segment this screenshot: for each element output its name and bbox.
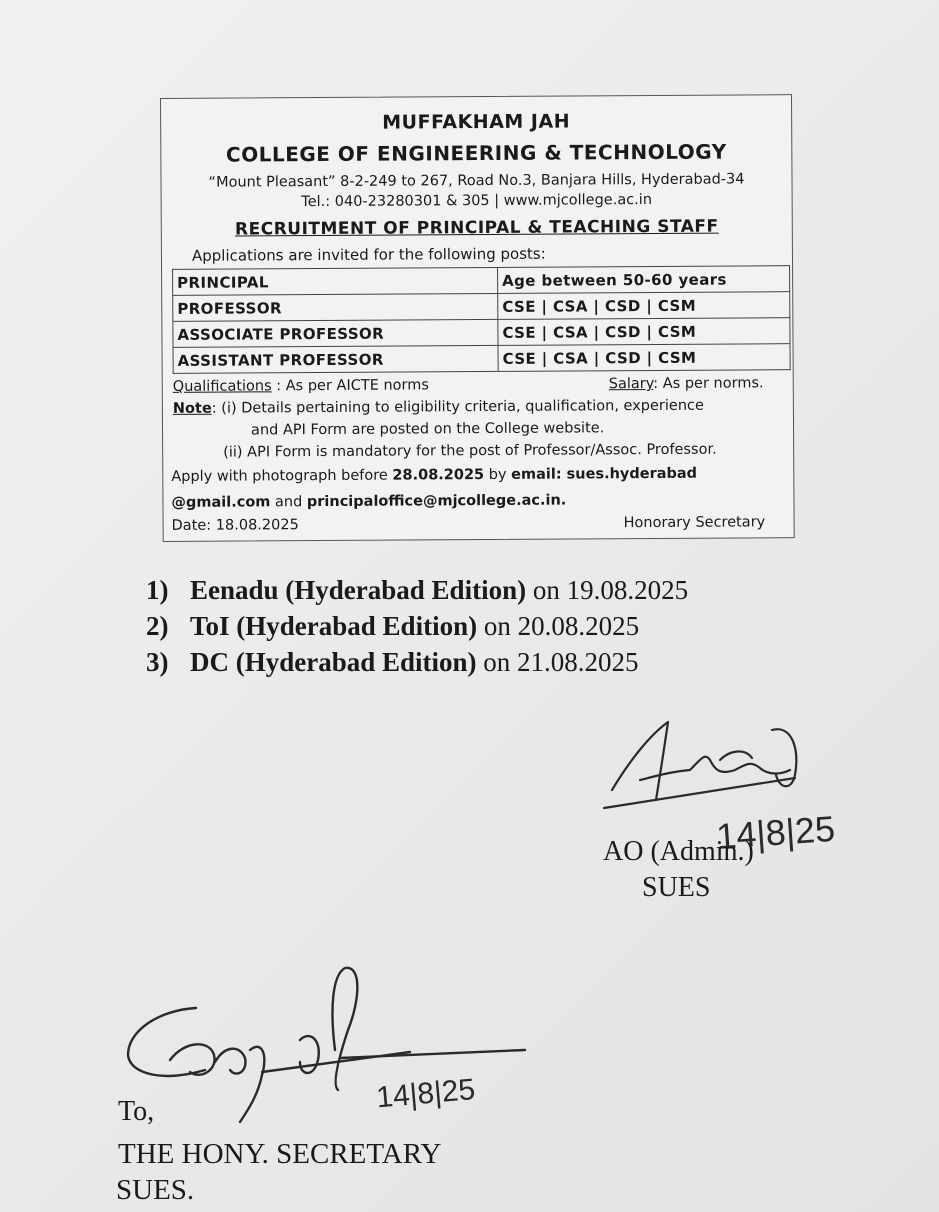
apply-line-2 [171,493,566,511]
publication-date: on 21.08.2025 [476,647,639,677]
publication-list [146,575,688,683]
apply-and: and [270,494,307,511]
table-row [173,292,790,322]
addressee-org: SUES. [116,1174,195,1206]
post-detail: CSE | CSA | CSD | CSM [498,344,790,372]
item-number: 1) [146,575,169,605]
advert-signatory: Honorary Secretary [623,514,766,532]
apply-email-cont: @gmail.com [171,494,271,511]
college-address: “Mount Pleasant” 8-2-249 to 267, Road No.3, Banjara Hills, Hyderabad-34 [208,171,745,191]
table-row [173,266,790,296]
apply-email: email: sues.hyderabad [511,465,698,483]
college-telephone: Tel.: 040-23280301 & 305 | www.mjcollege.ac.in [301,191,653,211]
qualifications-line [173,377,429,395]
table-row [173,318,790,348]
ao-designation: AO (Admin.) [603,836,754,867]
addressee-to: To, [118,1096,155,1127]
apply-by: by [484,466,512,484]
post-name: PRINCIPAL [173,267,498,295]
qualifications-label: Qualifications [172,378,272,395]
post-name: ASSOCIATE PROFESSOR [173,319,498,347]
note-label: Note [172,400,212,417]
note-text-1b: and API Form are posted on the College website. [250,420,605,439]
note-line-1 [173,398,704,417]
apply-date: 28.08.2025 [392,467,485,484]
advert-heading: RECRUITMENT OF PRINCIPAL & TEACHING STAFF [234,216,719,240]
post-name: PROFESSOR [173,293,498,321]
newspaper-name: Eenadu (Hyderabad Edition) [190,575,527,605]
posts-table [172,265,791,374]
note-text-2: (ii) API Form is mandatory for the post of Professor/Assoc. Professor. [223,441,717,461]
newspaper-name: DC (Hyderabad Edition) [190,647,477,677]
item-number: 3) [146,647,169,677]
recruitment-advertisement [160,94,795,542]
post-detail: Age between 50-60 years [498,266,790,294]
salary-value: : As per norms. [653,375,764,392]
item-number: 2) [146,611,169,641]
apply-email-2: principaloffice@mjcollege.ac.in. [306,492,567,511]
apply-line [171,466,697,485]
post-detail: CSE | CSA | CSD | CSM [498,318,790,346]
signature-2-date: 14|8|25 [375,1073,477,1115]
ao-org: SUES [642,872,711,903]
invitation-text: Applications are invited for the following posts: [191,244,546,265]
college-name: MUFFAKHAM JAH [382,110,571,134]
salary-label: Salary [608,375,654,393]
newspaper-name: ToI (Hyderabad Edition) [190,611,478,641]
post-name: ASSISTANT PROFESSOR [173,345,498,373]
list-item [146,611,688,647]
publication-date: on 19.08.2025 [526,575,689,605]
list-item [146,647,688,683]
list-item [146,575,688,611]
advert-date: Date: 18.08.2025 [171,517,299,534]
post-detail: CSE | CSA | CSD | CSM [498,292,790,320]
qualifications-value: : As per AICTE norms [271,377,429,395]
note-text-1a: : (i) Details pertaining to eligibility criteria, qualification, experience [211,397,704,417]
table-row [173,344,790,374]
publication-date: on 20.08.2025 [477,611,640,641]
addressee-name: THE HONY. SECRETARY [118,1138,442,1170]
apply-prefix: Apply with photograph before [171,467,393,485]
signature-1-date: 14|8|25 [714,807,837,858]
college-subtitle: COLLEGE OF ENGINEERING & TECHNOLOGY [225,139,727,167]
salary-line [609,375,764,392]
